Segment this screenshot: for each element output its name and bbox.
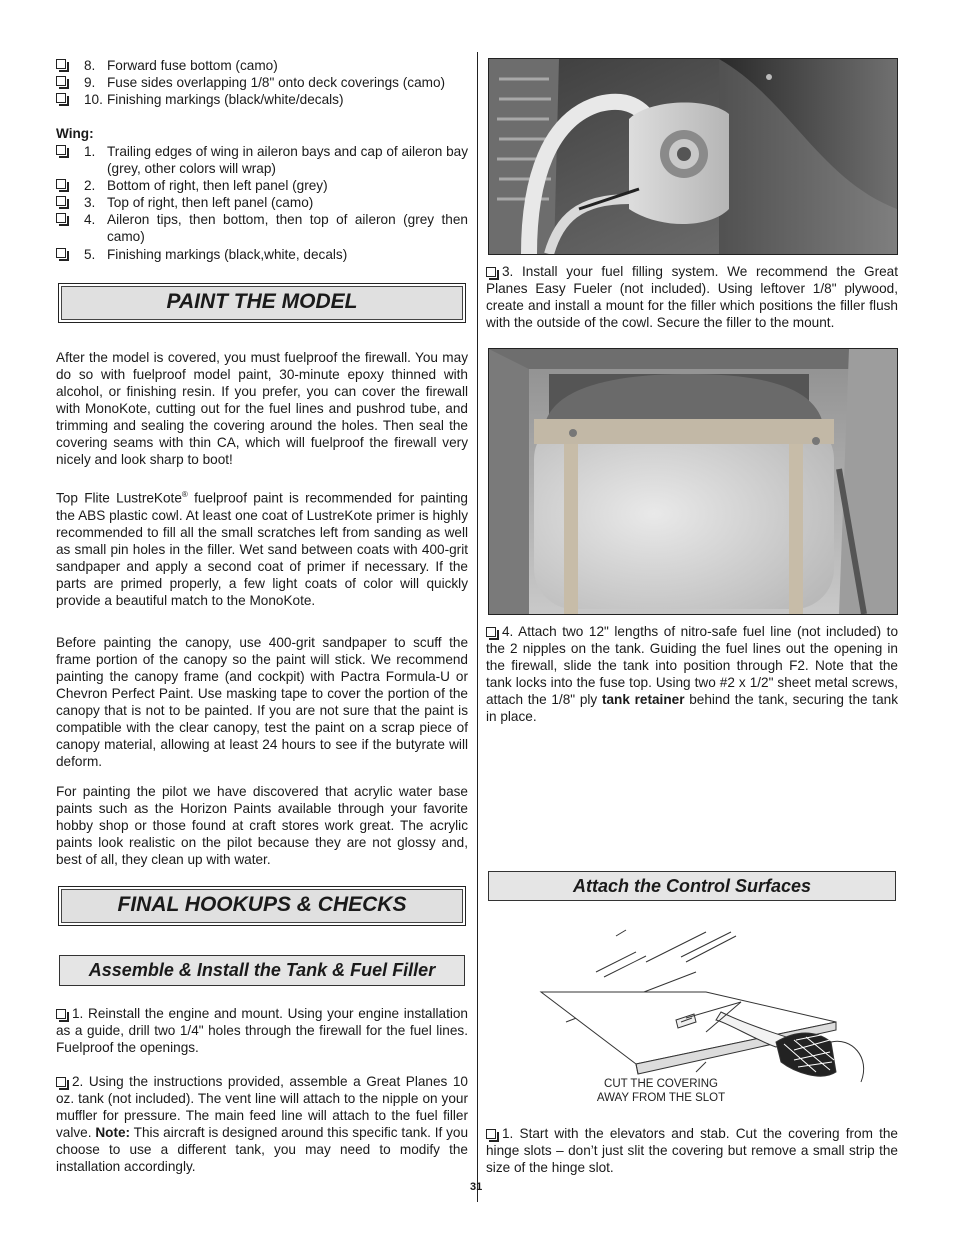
- subsection-heading: Assemble & Install the Tank & Fuel Filler: [59, 955, 465, 986]
- checkbox-icon[interactable]: [486, 267, 496, 277]
- bold-term: tank retainer: [601, 692, 685, 707]
- illustration-hinge-slot-cutting: [526, 922, 896, 1102]
- checkbox-icon[interactable]: [486, 627, 496, 637]
- list-number: 5.: [84, 247, 96, 262]
- list-number: 2.: [84, 178, 96, 193]
- list-text: Forward fuse bottom (camo): [107, 58, 278, 73]
- list-text: Trailing edges of wing in aileron bays and cap of aileron bay (grey, other colors will wrap): [107, 144, 468, 176]
- paint-heading-box: [58, 283, 466, 323]
- checkbox-icon[interactable]: [56, 213, 66, 223]
- list-number: 1.: [84, 144, 96, 159]
- text-run: 1. Reinstall the engine and mount. Using your engine installation as a guide, drill two 1/4" holes through the firewall for the fuel lines. Fuelproof the openings.: [56, 1006, 468, 1055]
- step-paragraph: [56, 1073, 468, 1175]
- paragraph: For painting the pilot we have discovered that acrylic water base paints such as the Horizon Paints available through your favorite hobby shop or those found at craft stores work great. The acrylic paints look realistic on the pilot because they are not glossy and, best of all, they clean up with water.: [56, 784, 468, 867]
- list-text: Bottom of right, then left panel (grey): [107, 178, 328, 193]
- page-number: 31: [470, 1181, 483, 1193]
- checkbox-icon[interactable]: [56, 59, 66, 69]
- checkbox-icon[interactable]: [56, 1009, 66, 1019]
- subsection-heading: Attach the Control Surfaces: [488, 871, 896, 901]
- caption-line: CUT THE COVERING: [604, 1078, 718, 1090]
- column-divider: [477, 52, 478, 1202]
- text-run: Top Flite LustreKote: [56, 490, 182, 506]
- caption-line: AWAY FROM THE SLOT: [596, 1092, 726, 1104]
- wing-label: Wing:: [56, 126, 94, 141]
- list-number: 9.: [84, 75, 96, 90]
- text-run: fuelproof paint is recommended for painting the ABS plastic cowl. At least one coat of LustreKote primer is highly recommended to fill all the small scratches left from sanding as well as small pin holes in the filler. Wet sand between coats with 400-grit sandpaper and apply a second coat of primer if necessary. If the parts are primed properly, a few light coats of color will quickly provide a beautiful match to the MonoKote.: [56, 490, 468, 608]
- note-label: Note:: [95, 1125, 131, 1140]
- paragraph: Before painting the canopy, use 400-grit sandpaper to scuff the frame portion of the canopy so the paint will stick. We recommend painting the canopy frame (and cockpit) with Pactra Formula-U or Chevron Perfect Paint. Use masking tape to cover the portion of the canopy that is not to be painted. If you are not sure that the paint is compatible with the clear canopy, test the paint on a scrap piece of canopy material, allowing at least 24 hours to see if the butyrate will deform.: [56, 635, 468, 769]
- list-text: Finishing markings (black/white/decals): [107, 92, 344, 107]
- list-number: 3.: [84, 195, 96, 210]
- registered-mark: ®: [181, 490, 188, 499]
- photo-fuel-tank-image: [489, 349, 897, 614]
- list-text: Top of right, then left panel (camo): [107, 195, 314, 210]
- final-heading-box: [58, 886, 466, 926]
- photo-fuel-tank: [488, 348, 898, 615]
- checkbox-icon[interactable]: [56, 145, 66, 155]
- checkbox-icon[interactable]: [486, 1129, 496, 1139]
- section-heading: PAINT THE MODEL: [61, 286, 463, 320]
- text-run: This aircraft is designed around this specific tank. If you choose to use a different tank, you may need to modify the installation accordingly.: [56, 1125, 468, 1174]
- checkbox-icon[interactable]: [56, 179, 66, 189]
- step-paragraph: [56, 1005, 468, 1056]
- text-run: 2. Using the instructions provided, assemble a Great Planes 10 oz. tank (not included). The vent line will attach to the nipple on your muffler for pressure. The main feed line will attach to the fuel filler valve.: [56, 1074, 468, 1140]
- checkbox-icon[interactable]: [56, 248, 66, 258]
- text-run: 3. Install your fuel filling system. We recommend the Great Planes Easy Fueler (not included). Using leftover 1/8" plywood, create and install a mount for the filler which positions the filler flush with the outside of the cowl. Secure the filler to the mount.: [486, 264, 898, 330]
- text-run: 1. Start with the elevators and stab. Cut the covering from the hinge slots – don’t just slit the covering but remove a small strip the size of the hinge slot.: [486, 1126, 898, 1175]
- text-run: behind the tank, securing the tank in place.: [486, 692, 898, 724]
- list-text: Aileron tips, then bottom, then top of aileron (grey then camo): [107, 212, 468, 244]
- list-text: Fuse sides overlapping 1/8" onto deck coverings (camo): [107, 75, 446, 90]
- section-heading: FINAL HOOKUPS & CHECKS: [61, 889, 463, 923]
- list-text: Finishing markings (black,white, decals): [107, 247, 348, 262]
- paragraph: After the model is covered, you must fuelproof the firewall. You may do so with fuelproof model paint, 30-minute epoxy thinned with alcohol, or finishing resin. If you prefer, you can cover the firewall with MonoKote, cutting out for the fuel lines and pushrod tube, and trimming and sealing the covering around the holes. Then seal the covering seams with thin CA, which will fuelproof the firewall very nicely and look sharp to boot!: [56, 350, 468, 467]
- list-number: 8.: [84, 58, 96, 73]
- checkbox-icon[interactable]: [56, 76, 66, 86]
- list-number: 10.: [84, 92, 103, 107]
- step-paragraph: [486, 1125, 898, 1176]
- checkbox-icon[interactable]: [56, 196, 66, 206]
- text-run: 4. Attach two 12" lengths of nitro-safe fuel line (not included) to the 2 nipples on the tank. Guiding the fuel lines out the opening in the firewall, slide the tank into position through F2. Note that the tank locks into the fuse top. Using two #2 x 1/2" sheet metal screws, attach the 1/8" ply: [486, 624, 898, 707]
- step-paragraph: [486, 263, 898, 331]
- checkbox-icon[interactable]: [56, 1077, 66, 1087]
- list-number: 4.: [84, 212, 96, 227]
- checkbox-icon[interactable]: [56, 93, 66, 103]
- step-paragraph: [486, 623, 898, 725]
- illustration-caption: [561, 1077, 761, 1105]
- photo-fuel-filler-mount-image: [489, 59, 897, 254]
- photo-fuel-filler-mount: [488, 58, 898, 255]
- paragraph: [56, 486, 468, 609]
